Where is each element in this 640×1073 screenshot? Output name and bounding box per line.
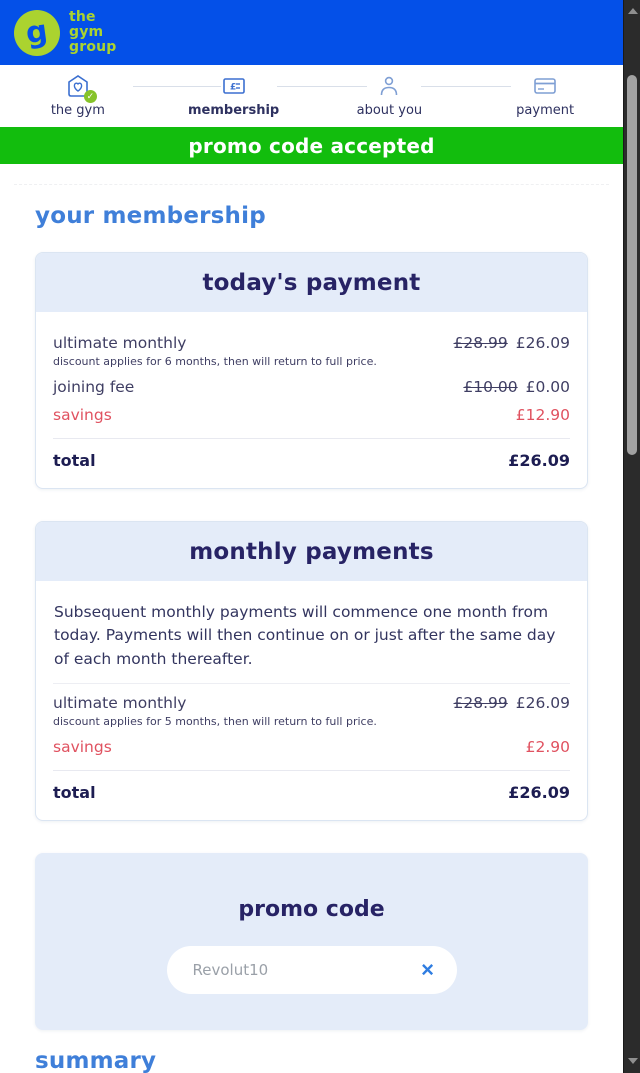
step-payment[interactable] — [467, 73, 623, 127]
savings-amount: £2.90 — [525, 737, 570, 756]
line-item-label: savings — [53, 406, 112, 424]
progress-steps — [0, 65, 623, 127]
banner-text: promo code accepted — [188, 133, 435, 158]
old-price: £28.99 — [453, 693, 508, 712]
svg-text:£: £ — [229, 82, 236, 93]
line-item-label: joining fee — [53, 378, 135, 396]
scrollbar-thumb[interactable] — [627, 75, 637, 455]
gym-group-logo[interactable] — [14, 10, 117, 56]
wordmark-line: gym — [69, 24, 104, 41]
discount-note: discount applies for 6 months, then will return to full price. — [53, 355, 377, 368]
step-the-gym[interactable] — [0, 73, 156, 127]
step-label: payment — [516, 103, 575, 118]
total-row — [53, 783, 570, 802]
step-label: the gym — [50, 103, 105, 118]
card-header — [36, 522, 587, 581]
total-label: total — [53, 451, 96, 470]
divider — [14, 184, 609, 185]
clear-promo-button[interactable]: × — [415, 957, 441, 983]
wordmark-line: the — [69, 9, 96, 26]
total-row — [53, 451, 570, 470]
step-label: membership — [188, 103, 280, 118]
line-item-savings — [53, 406, 570, 424]
divider — [53, 770, 570, 771]
total-label: total — [53, 782, 96, 802]
promo-code-input[interactable] — [167, 946, 457, 994]
logo-wordmark — [69, 10, 117, 54]
line-item-label: savings — [53, 737, 112, 756]
promo-code-title: promo code — [238, 896, 385, 922]
card-icon — [532, 73, 558, 99]
monthly-payments-description: Subsequent monthly payments will commence one month from today. Payments will then continue on or just after the same day of each month thereafter. — [53, 597, 570, 684]
line-item-joining-fee — [53, 378, 570, 396]
check-icon: ✓ — [84, 90, 97, 103]
old-price: £28.99 — [453, 334, 508, 352]
line-item-prices — [463, 378, 570, 396]
summary-title: summary — [35, 1047, 157, 1073]
step-membership[interactable] — [156, 73, 312, 127]
line-item-prices — [454, 694, 571, 712]
line-item-ultimate-monthly — [53, 694, 570, 712]
line-item-savings — [53, 738, 570, 756]
logo-circle-icon — [14, 10, 60, 56]
current-price: £0.00 — [525, 378, 570, 396]
line-item-prices — [454, 334, 571, 352]
todays-payment-card — [35, 252, 588, 489]
gym-icon — [65, 73, 95, 102]
promo-code-card — [35, 853, 588, 1030]
card-title: monthly payments — [189, 539, 434, 565]
monthly-payments-card — [35, 521, 588, 821]
wordmark-line: group — [69, 38, 117, 55]
old-price: £10.00 — [463, 378, 518, 396]
step-about-you[interactable] — [312, 73, 468, 127]
total-value: £26.09 — [508, 782, 570, 802]
card-title: today's payment — [202, 270, 421, 296]
divider — [53, 438, 570, 439]
membership-icon — [221, 73, 247, 99]
person-icon — [376, 73, 402, 99]
vertical-scrollbar[interactable] — [623, 0, 640, 1073]
discount-note: discount applies for 5 months, then will return to full price. — [53, 714, 377, 728]
app-header — [0, 0, 623, 65]
line-item-ultimate-monthly — [53, 334, 570, 352]
step-label: about you — [356, 103, 423, 118]
current-price: £26.09 — [515, 693, 570, 712]
promo-accepted-banner — [0, 127, 623, 164]
page-title: your membership — [35, 203, 266, 229]
savings-amount: £12.90 — [515, 406, 570, 424]
line-item-label: ultimate monthly — [53, 334, 187, 352]
total-value: £26.09 — [508, 451, 570, 470]
card-header — [36, 253, 587, 312]
current-price: £26.09 — [515, 334, 570, 352]
logo-g-letter: g — [23, 13, 50, 51]
scroll-down-arrow-icon[interactable] — [624, 1052, 640, 1069]
line-item-label: ultimate monthly — [53, 693, 187, 712]
scroll-up-arrow-icon[interactable] — [624, 2, 640, 19]
